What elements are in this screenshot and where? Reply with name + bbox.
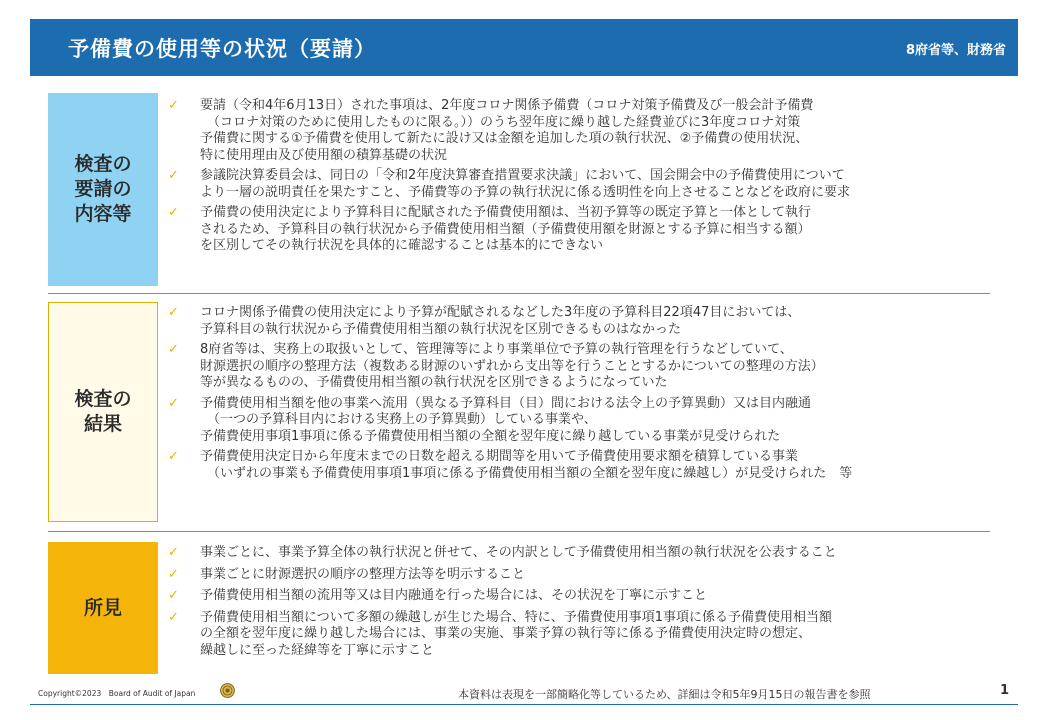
list-item (168, 342, 1008, 392)
result-items (168, 305, 1008, 486)
footer-note: 本資料は表現を一部簡略化等しているため、詳細は令和5年9月15日の報告書を参照 (458, 688, 871, 701)
check-icon: ✓ (168, 449, 179, 464)
item-line: 予備費の使用決定により予算科目に配賦された予備費使用額は、当初予算等の既定予算と一体として執行 (200, 205, 812, 220)
item-line: を区別してその執行状況を具体的に確認することは基本的にできない (200, 238, 604, 253)
label-line: 検査の (74, 388, 132, 410)
item-line: （コロナ対策のために使用したものに限る。））のうち翌年度に繰り越した経費並びに3年度コロナ対策 (207, 114, 801, 130)
label-line: 要請の (74, 178, 132, 200)
check-icon: ✓ (168, 609, 179, 625)
item-line: 予算科目の執行状況から予備費使用相当額の執行状況を区別できるものはなかった (200, 321, 682, 337)
check-icon: ✓ (168, 566, 179, 582)
section-label-finding (48, 542, 158, 674)
list-item (168, 567, 1008, 584)
section-label-request (48, 93, 158, 286)
label-line: 内容等 (74, 203, 132, 225)
page-number: 1 (1000, 683, 1010, 698)
check-icon: ✓ (168, 168, 179, 183)
list-item (168, 305, 1008, 338)
item-line: （いずれの事業も予備費使用事項1事項に係る予備費使用相当額の全額を翌年度に繰越し）が見受けられた 等 (207, 465, 853, 481)
list-item (168, 98, 1008, 164)
label-line: 検査の (74, 153, 132, 175)
item-line: 繰越しに至った経緯等を丁寧に示すこと (200, 642, 435, 658)
item-line: 事業ごとに財源選択の順序の整理方法等を明示すること (200, 566, 526, 582)
item-line: 予備費使用決定日から年度末までの日数を超える期間等を用いて予備費使用要求額を積算している事業 (200, 449, 799, 464)
section-label-result (48, 302, 158, 522)
check-icon: ✓ (168, 305, 179, 320)
item-line: の全額を翌年度に繰り越した場合には、事業の実施、事業予算の執行等に係る予備費使用決定時の想定、 (200, 626, 812, 641)
finding-items (168, 545, 1008, 664)
label-line: 結果 (83, 413, 122, 435)
list-item (168, 610, 1008, 660)
item-line: 事業ごとに、事業予算全体の執行状況と併せて、その内訳として予備費使用相当額の執行状況を公表すること (200, 545, 837, 560)
list-item (168, 205, 1008, 255)
item-line: 予備費使用相当額を他の事業へ流用（異なる予算科目（目）間における法令上の予算異動）又は目内融通 (200, 395, 812, 411)
footer-divider (30, 704, 1018, 705)
list-item (168, 396, 1008, 446)
department-label: 8府省等、財務省 (905, 43, 1006, 58)
list-item (168, 588, 1008, 605)
item-line: より一層の説明責任を果たすこと、予備費等の予算の執行状況に係る透明性を向上させることなどを政府に要求 (200, 184, 851, 200)
check-icon: ✓ (168, 395, 179, 411)
item-line: されるため、予算科目の執行状況から予備費使用相当額（予備費使用額を財源とする予算に相当する額） (200, 221, 811, 237)
item-line: 予備費使用事項1事項に係る予備費使用相当額の全額を翌年度に繰り越している事業が見受けられた (200, 428, 781, 444)
seal-icon (220, 683, 235, 698)
item-line: 参議院決算委員会は、同日の「令和2年度決算審査措置要求決議」において、国会開会中の予備費使用について (200, 168, 845, 183)
check-icon: ✓ (168, 545, 179, 560)
item-line: （一つの予算科目内における実務上の予算異動）している事業や、 (207, 412, 597, 427)
item-line: 特に使用理由及び使用額の積算基礎の状況 (200, 147, 448, 163)
page-title: 予備費の使用等の状況（要請） (68, 37, 376, 61)
list-item (168, 168, 1008, 201)
copyright-text: Copyright©2023 Board of Audit of Japan (38, 689, 196, 698)
item-line: 財源選択の順序の整理方法（複数ある財源のいずれから支出等を行うこととするかについての整理の方法） (200, 358, 824, 374)
list-item (168, 545, 1008, 562)
item-line: 等が異なるものの、予備費使用相当額の執行状況を区別できるようになっていた (200, 375, 668, 390)
item-line: 要請（令和4年6月13日）された事項は、2年度コロナ関係予備費（コロナ対策予備費及び一般会計予備費 (200, 98, 814, 113)
item-line: コロナ関係予備費の使用決定により予算が配賦されるなどした3年度の予算科目22項47目においては、 (200, 305, 801, 320)
section-divider (48, 293, 990, 294)
item-line: 予備費に関する①予備費を使用して新たに設け又は金額を追加した項の執行状況、②予備費の使用状況、 (200, 131, 809, 146)
check-icon: ✓ (168, 342, 179, 357)
check-icon: ✓ (168, 588, 179, 603)
check-icon: ✓ (168, 98, 179, 113)
section-divider (48, 531, 990, 532)
check-icon: ✓ (168, 205, 179, 220)
label-line: 所見 (83, 596, 122, 619)
item-line: 予備費使用相当額の流用等又は目内融通を行った場合には、その状況を丁寧に示すこと (200, 588, 708, 603)
request-items (168, 98, 1008, 259)
item-line: 8府省等は、実務上の取扱いとして、管理簿等により事業単位で予算の執行管理を行うなどしていて、 (200, 342, 793, 357)
header-bar (30, 19, 1018, 76)
item-line: 予備費使用相当額について多額の繰越しが生じた場合、特に、予備費使用事項1事項に係る予備費使用相当額 (200, 609, 833, 625)
list-item (168, 449, 1008, 482)
